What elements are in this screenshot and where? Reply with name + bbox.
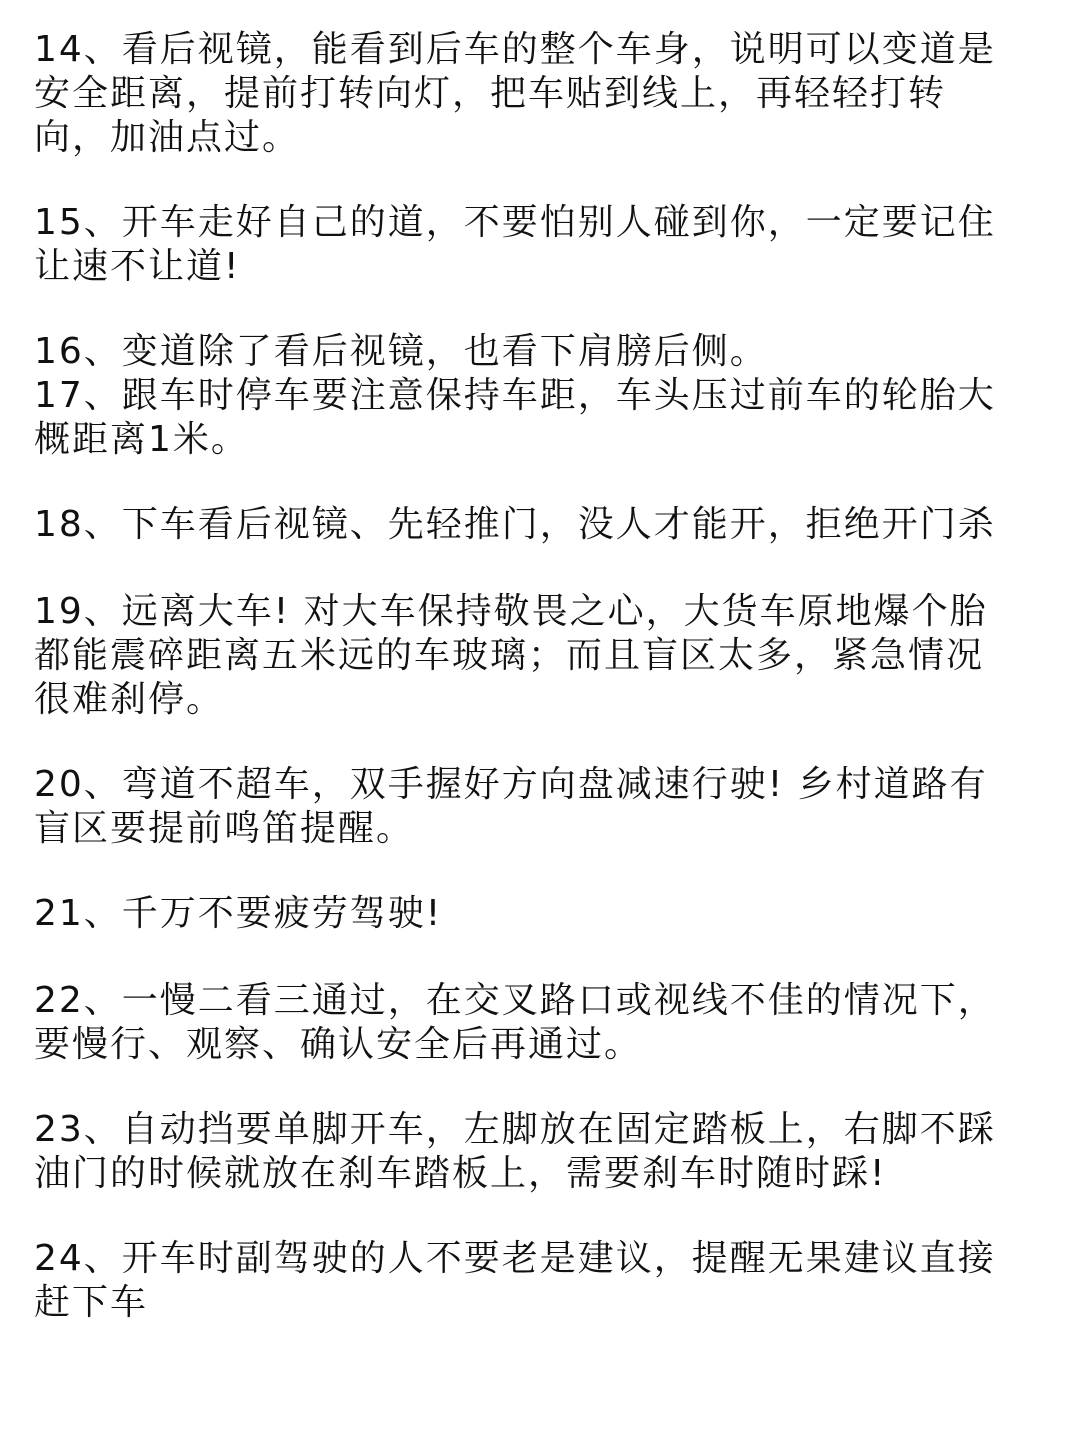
tip-20-line-1: 20、弯道不超车，双手握好方向盘减速行驶! 乡村道路有: [34, 764, 988, 805]
tip-19-line-2: 都能震碎距离五米远的车玻璃；而且盲区太多，紧急情况: [34, 635, 985, 676]
tip-20-line-2: 盲区要提前鸣笛提醒。: [34, 808, 415, 849]
tip-22-line-2: 要慢行、观察、确认安全后再通过。: [34, 1024, 643, 1065]
tip-14-line-2: 安全距离，提前打转向灯，把车贴到线上，再轻轻打转: [34, 73, 947, 114]
tip-24-line-2: 赶下车: [34, 1282, 149, 1323]
tip-18-line-1: 18、下车看后视镜、先轻推门，没人才能开，拒绝开门杀: [34, 504, 996, 545]
tip-23-line-2: 油门的时候就放在刹车踏板上，需要刹车时随时踩!: [34, 1153, 887, 1194]
tip-14-line-3: 向，加油点过。: [34, 117, 301, 158]
tip-17-line-1: 17、跟车时停车要注意保持车距，车头压过前车的轮胎大: [34, 375, 996, 416]
tip-17-line-2: 概距离1米。: [34, 419, 249, 460]
tip-23-line-1: 23、自动挡要单脚开车，左脚放在固定踏板上，右脚不踩: [34, 1109, 996, 1150]
tip-19-line-3: 很难刹停。: [34, 679, 225, 720]
tip-21-line-1: 21、千万不要疲劳驾驶!: [34, 893, 443, 934]
tip-16-line-1: 16、变道除了看后视镜，也看下肩膀后侧。: [34, 331, 768, 372]
tip-14-line-1: 14、看后视镜，能看到后车的整个车身，说明可以变道是: [34, 29, 996, 70]
tip-22-line-1: 22、一慢二看三通过，在交叉路口或视线不佳的情况下，: [34, 980, 996, 1021]
tip-15-line-2: 让速不让道!: [34, 246, 241, 287]
tip-15-line-1: 15、开车走好自己的道，不要怕别人碰到你，一定要记住: [34, 202, 996, 243]
tip-24-line-1: 24、开车时副驾驶的人不要老是建议，提醒无果建议直接: [34, 1238, 996, 1279]
tip-19-line-1: 19、远离大车! 对大车保持敬畏之心，大货车原地爆个胎: [34, 591, 988, 632]
